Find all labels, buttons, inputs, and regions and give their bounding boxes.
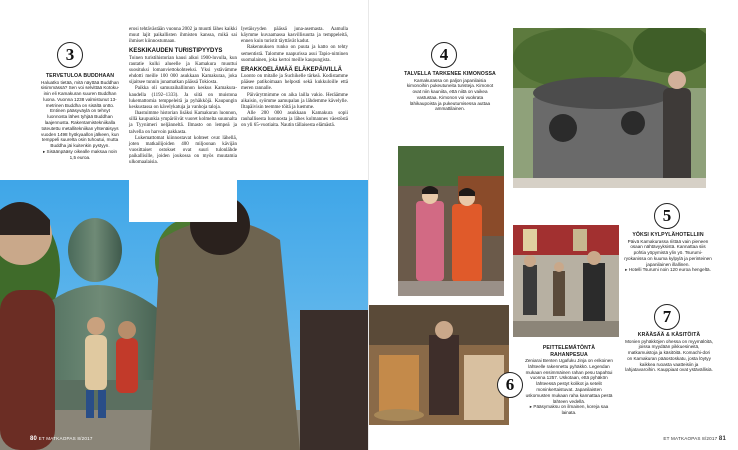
caption-meta: ▸ Sisäänpääsy oikealle maksaa noin 1,5 euroa. [42,149,118,160]
section-number-7: 7 [654,304,680,330]
street-photo [513,225,619,337]
caption-meta: ▸ Pääsymaksu on ilmainen, koreja saa lainata. [529,404,609,416]
section-number-5: 5 [654,203,680,229]
caption-body: Kamakurassa on paljon japanilaisia kimonoihin pukeutuneita turisteja. Kimonot ovat niin kauniita, että niitä on vaikea vastustaa. Kimonon voi vuokrata lähikaupoista ja pukeutumisessa auttaa ammattilainen. [406,77,494,112]
paragraph: Paikka oli samuraihallinnon keskus Kamakura-kaudella (1192–1333). Ja siitä on muistona lukemattomia temppeleitä ja pyhäkköjä. Kaupungin keskustassa on kävelykatuja ja vanhoja taloja. [129,86,237,110]
caption-title: TERVETULOA BUDDHAAN [45,73,115,79]
paragraph: Iyetäisyyden päässä juna-asemasta. Aamulla käymme kuvaamassa kasvillisuutta ja temppeleitä, ennen kuin turistit täyttävät kadut. [241,27,348,45]
caption-section-4 [404,71,496,112]
caption-section-3 [40,73,120,161]
caption-title: KRÄÄSÄÄ & KÄSITÖITÄ [637,332,701,338]
caption-section-5 [624,232,712,273]
kimono-photo [398,146,504,296]
magazine-name: ET MATKAOPAS 8/2017 [38,436,93,441]
money-washing-photo [369,305,509,425]
caption-title: PEITTELEMÄTÖNTÄ RAHANPESUA [542,345,596,358]
paragraph: Luonto on mitalle ja Suchikelle tärkeä. Kodistamme pääsee patikoimaan helposti sekä kukkuloille että meren rannalle. [241,74,348,92]
caption-title: YÖKSI KYLPYLÄHOTELLIIN [632,232,704,238]
magazine-name: ET MATKAOPAS 8/2017 [663,436,718,441]
section-number-4: 4 [431,42,457,68]
subheading: ERAKKOELÄMÄÄ ELÄKEPÄIVILLÄ [241,66,343,73]
paragraph: erosi tehtävästään vuonna 2002 ja muutti lähes kaikki muut lajit paikallisten ihmisten kanssa, mikä sai ihmiset kiinnostumaan. [129,27,237,45]
caption-body: Päivä Kamakurassa riittää vain pieneen osaan nähtävyyksistä. Kannattaa siis pohtia yöpymistä ylin yö. Tsurumi-ryokanissa on kuuma kylpylä ja perinteinen japanilainen illallinen. [624,238,712,267]
section-number-3: 3 [57,42,83,68]
page-number: 81 [718,436,726,442]
right-folio [663,436,726,442]
paragraph: Lukemattomat kiinnostavat kohteet ovat lähellä, joten matkailijoiden 400 miljoonan kävijän vuosittaiset ostokset ovat suuri tulonlähde paikallisille, joiden joukossa on myös muutamia ulkomaalaisia. [129,135,237,166]
article-column-2 [129,27,237,222]
temple-incense-photo [513,28,706,188]
caption-meta: ▸ Hotelli Tsurumi noin 120 euroa hengeltä. [625,267,711,273]
section-number-6: 6 [497,372,523,398]
paragraph: Toinen turistihistorian kausi alkoi 1900-luvulla, kun rautatie kulki alueelle ja Kamakura muuttui suosituksi lomanviettokohteeksi. Yksi ystävämme ehdotti meille 100 000 asukkaan Kamakuraa, joka sijaitsee tunnin junamatkan päässä Tokiosta. [129,55,237,86]
article-column-3 [241,27,348,212]
caption-body: Monien pyhäkköjen ohessa on myymälöitä, joissa myydään pikkuesineitä, matkamuistoja ja käsitöitä. Komachi-dori on Kamakuran pääostoskatu, josta löytyy kaikkea ruoasta vaatteisiin ja lahjatavaroihin. Kauppiaat ovat ystävällisiä. [625,338,713,373]
caption-body: Zeniarai Benten Ugafuku Jinja on erikoinen lähteelle rakennettu pyhäkkö. Legendan mukaan ensimmäinen rahan pesu tapahtui vuonna 1257. Uskotaan, että pyhäkön lähteessä pestyt kolikot ja setelit moninkertaistuvat. Japanilaisten uskomusten mukaan raha kannattaa pestä lähteen vedellä. [525,358,613,404]
caption-body: Haluatko tietää, mitä näyttää Buddhan sisimmässä? Sen voi selvittää Kotoku-inin eli Kamakuran suuren Buddhan luona. Vuonna 1238 valmistunut 13-metrinen Buddha on sisältä ontto. Entinen pääsyväylä on tehnyt luonnosta lähes tyhjää Buddhan laajennusta. Rakentamistekniikalla toteutettu metallitekniikan yhtenäisyys vuoden 1498 hyökyaallon jälkeen, kun temppeli suurelta osin tuhoutui, mutta Buddha jäi kuitenkin pystyyn. [40,79,120,149]
caption-section-7 [625,332,713,373]
paragraph: Rakennuksen runko on puuta ja katto on tehty sementistä. Talomme naapurissa asui Tapio-niminen suomalainen, joka kertoi meille kaupungista. [241,45,348,63]
caption-section-6 [524,345,614,416]
paragraph: Ihastuimme historian lisäksi Kamakuran luonnon, sillä kaupunkia ympäröivät vuoret kolmelta suunnalta ja Tyynimeri neljänneltä. Ilmasto on lempeä ja talvella on harvoin pakkasta. [129,111,237,135]
page-number: 80 [30,436,38,442]
right-page [369,0,738,450]
subheading: KESKIKAUDEN TURISTIPYYDYS [129,48,223,55]
paragraph: Alle 200 000 asukkaan Kamakura sopii rauhallisesta luonnosta ja lähes kolmannes väestöstä on yli 65-vuotiaita. Nautin tällaisesta elämästä. [241,111,348,129]
left-folio [30,436,93,442]
paragraph: Päivärytmimme on aika lailla vakio. Heräämme aikaisin, syömme aamupalan ja lähdemme kävelylle. Iltapäivisin teemme töitä ja luemme. [241,92,348,110]
caption-title: TALVELLA TARKENEE KIMONOSSA [404,71,496,77]
